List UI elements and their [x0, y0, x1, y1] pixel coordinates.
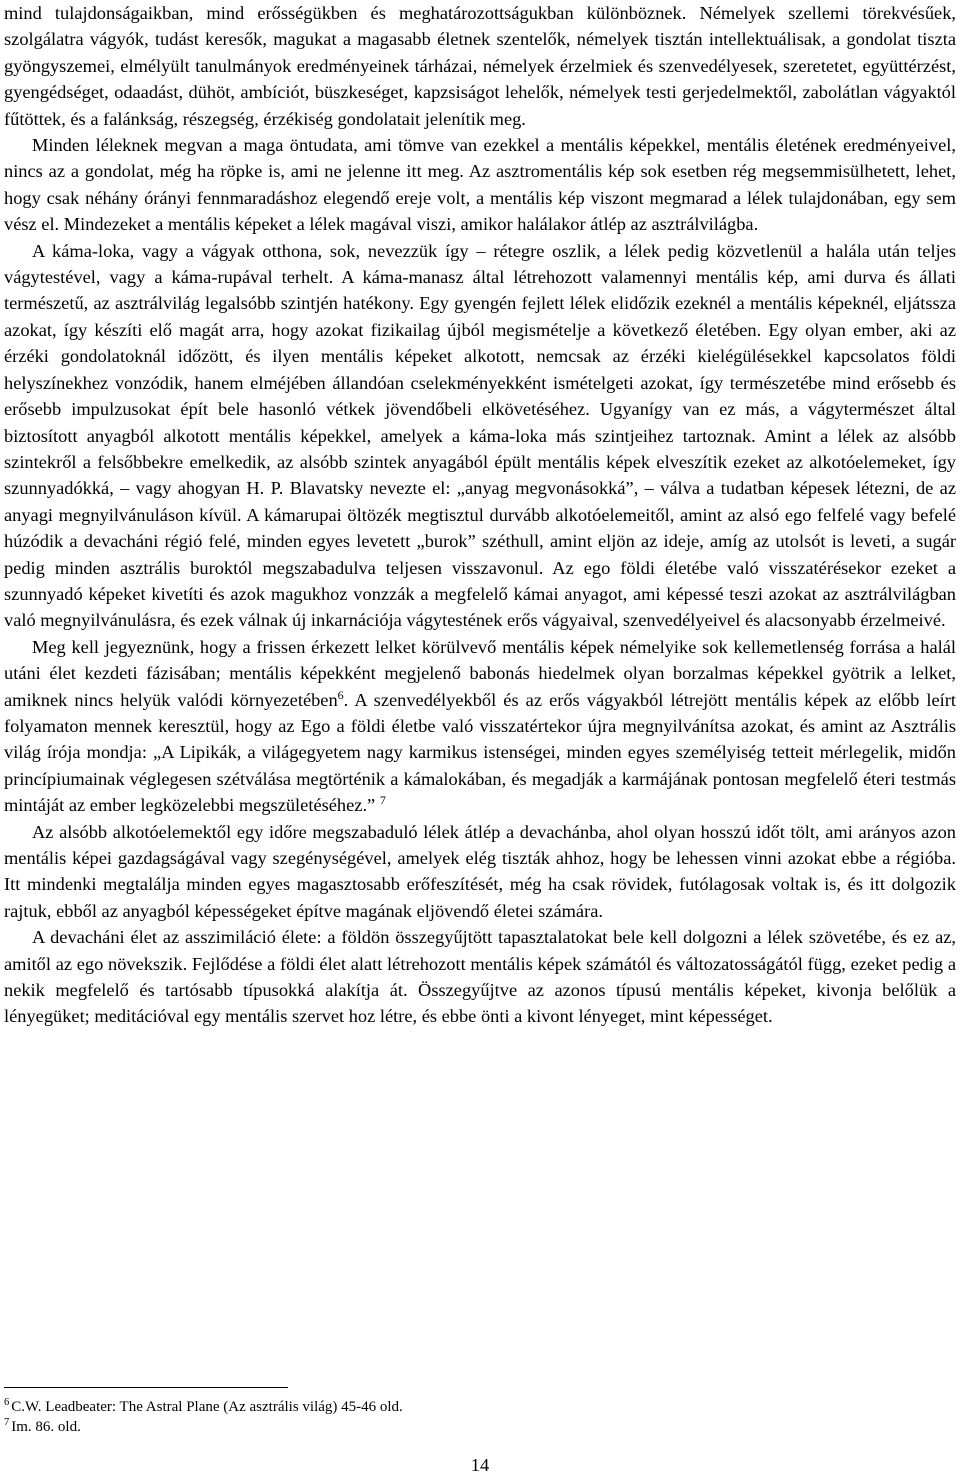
footnote-text: C.W. Leadbeater: The Astral Plane (Az asztrális világ) 45-46 old. [11, 1399, 403, 1415]
paragraph-4-text-start: Meg kell jegyeznünk, hogy a frissen érkezett lelket körülvevő mentális képek némelyike sok kellemetlenség forrása a halál utáni élet kezdeti fázisában; mentális képekként megjelenő babonás hiedelmek olyan borzalmas képekkel gyötrik a lelket, amiknek nincs helyük valódi környezetében [4, 636, 956, 710]
paragraph-1: mind tulajdonságaikban, mind erősségükben és meghatározottságukban különböznek. Némelyek szellemi törekvésűek, szolgálatra vágyók, tudást keresők, magukat a magasabb életnek szentelők, némelyek tisztán intellektuálisak, a gondolat tiszta gyöngyszemei, elmélyült tanulmányok eredményeinek tárházai, némelyek érzelmiek és szenvedélyesek, szeretetet, együttérzést, gyengédséget, odaadást, dühöt, ambíciót, büszkeséget, kapzsiságot lehelők, némelyek testi gerjedelmektől, zabolátlan vágyaktól fűtöttek, és a falánkság, részegség, érzékiség gondolatait jelenítik meg. [4, 3, 956, 129]
paragraph-3: A káma-loka, vagy a vágyak otthona, sok, nevezzük így – rétegre oszlik, a lélek pedig közvetlenül a halála után teljes vágytestével, vagy a káma-rupával terhelt. A káma-manasz által létrehozott valamennyi mentális kép, ami durva és állati természetű, az asztrálvilág legalsóbb szintjén hatékony. Egy gyengén fejlett lélek elidőzik ezeknél a mentális képeknél, eljátssza azokat, így készíti elő magát arra, hogy azokat fizikailag újból megismételje a következő életében. Egy olyan ember, aki az érzéki gondolatoknál időzött, és ilyen mentális képeket alkotott, nemcsak az érzéki kielégülésekkel kapcsolatos földi helyszínekhez vonzódik, hanem elméjében állandóan cselekményekként ismételgeti azokat, így természetébe mind erősebb és erősebb impulzusokat épít bele hasonló vétkek jövendőbeli elkövetéséhez. Ugyanígy van ez más, a vágytermészet által biztosított anyagból alkotott mentális képekkel, amelyek a káma-loka más szintjeihez tartoznak. Amint a lélek az alsóbb szintekről a felsőbbekre emelkedik, az alsóbb szintek anyagából épült mentális képek elveszítik ezeket az alkotóelemeket, így szunnyadókká, – vagy ahogyan H. P. Blavatsky nevezte el: „anyag megvonásokká”, – válva a tudatban képesek létezni, de az anyagi megnyilvánuláson kívül. A kámarupai öltözék megtisztul durvább alkotóelemeitől, amint az alsó ego felfelé vagy befelé húzódik a devacháni régió felé, minden egyes levetett „burok” széthull, amint eljön az ideje, amíg az utolsót is leveti, a sugár pedig minden asztrális buroktól megszabadulva teljesen visszavonul. Az ego földi életébe való visszatérésekor ezeket a szunnyadó képeket kivetíti és azok magukhoz vonzzák a megfelelő kámai anyagot, ami képessé teszi azokat az asztrálvilágban való megnyilvánulásra, és ezek válnak új inkarnációja vágytestének erős vágyaival, szenvedélyeivel és alacsonyabb érzelmeivé. [4, 240, 956, 631]
footnote-6 [4, 1397, 956, 1417]
footnote-7 [4, 1417, 956, 1437]
paragraph-4 [4, 634, 956, 819]
footnote-reference-6[interactable]: 6 [337, 687, 344, 702]
paragraph-5: Az alsóbb alkotóelemektől egy időre megszabaduló lélek átlép a devachánba, ahol olyan hosszú időt tölt, ami arányos azon mentális képei gazdagságával vagy szegénységével, amelyek elég tiszták ahhoz, hogy be lehessen vinni azokat ebbe a régióba. Itt mindenki megtalálja minden egyes magasztosabb erőfeszítését, még ha csak rövidek, futólagosak voltak is, és itt dolgozik rajtuk, ebből az anyagból képességeket építve magának eljövendő életei számára. [4, 821, 956, 921]
page-body [4, 0, 956, 1030]
paragraph-4-text-end: . A szenvedélyekből és az erős vágyakból létrejött mentális képek az előbb leírt folyamaton mennek keresztül, hogy az Ego a földi életbe való visszatértekor újra megnyilvánítsa azokat, és amint az Asztrális világ írója mondja: „A Lipikák, a világegyetem nagy karmikus istenségei, minden egyes személyiség tetteit mérlegelik, midőn princípiumainak véglegesen szétválása megtörténik a kámalokában, és megadják a karmájának pontosan megfelelő éteri testmás mintáját az ember legközelebbi megszületéséhez.” [4, 689, 957, 816]
paragraph-2: Minden léleknek megvan a maga öntudata, ami tömve van ezekkel a mentális képekkel, mentális életének eredményeivel, nincs az a gondolat, még ha röpke is, ami ne jelenne itt meg. Az asztromentális kép sok esetben rég megsemmisülhetett, lehet, hogy csak néhány órányi fennmaradáshoz elegendő ereje volt, a mentális kép viszont megmarad a lélek tulajdonában, egy sem vész el. Mindezeket a mentális képeket a lélek magával viszi, amikor halálakor átlép az asztrálvilágba. [4, 135, 956, 235]
page-number: 14 [470, 1455, 490, 1475]
footnote-number: 7 [4, 1417, 10, 1428]
footnote-text: Im. 86. old. [11, 1419, 81, 1435]
footnote-divider [4, 1387, 288, 1388]
footnotes [4, 1397, 956, 1437]
paragraph-6: A devacháni élet az asszimiláció élete: a földön összegyűjtött tapasztalatokat bele kell dolgozni a lélek szövetébe, és ez az, amitől az ego növekszik. Fejlődése a földi élet alatt létrehozott mentális képek számától és változatosságától függ, ezeket pedig a nekik megfelelő és tartósabb típusokká alakítja át. Összegyűjtve az azonos típusú mentális képeket, kivonja belőlük a lényegüket; meditációval egy mentális szervet hoz létre, és ebbe önti a kivont lényeget, mint képességet. [4, 927, 956, 1027]
footnote-number: 6 [4, 1397, 10, 1408]
footnote-reference-7[interactable]: 7 [379, 793, 386, 808]
